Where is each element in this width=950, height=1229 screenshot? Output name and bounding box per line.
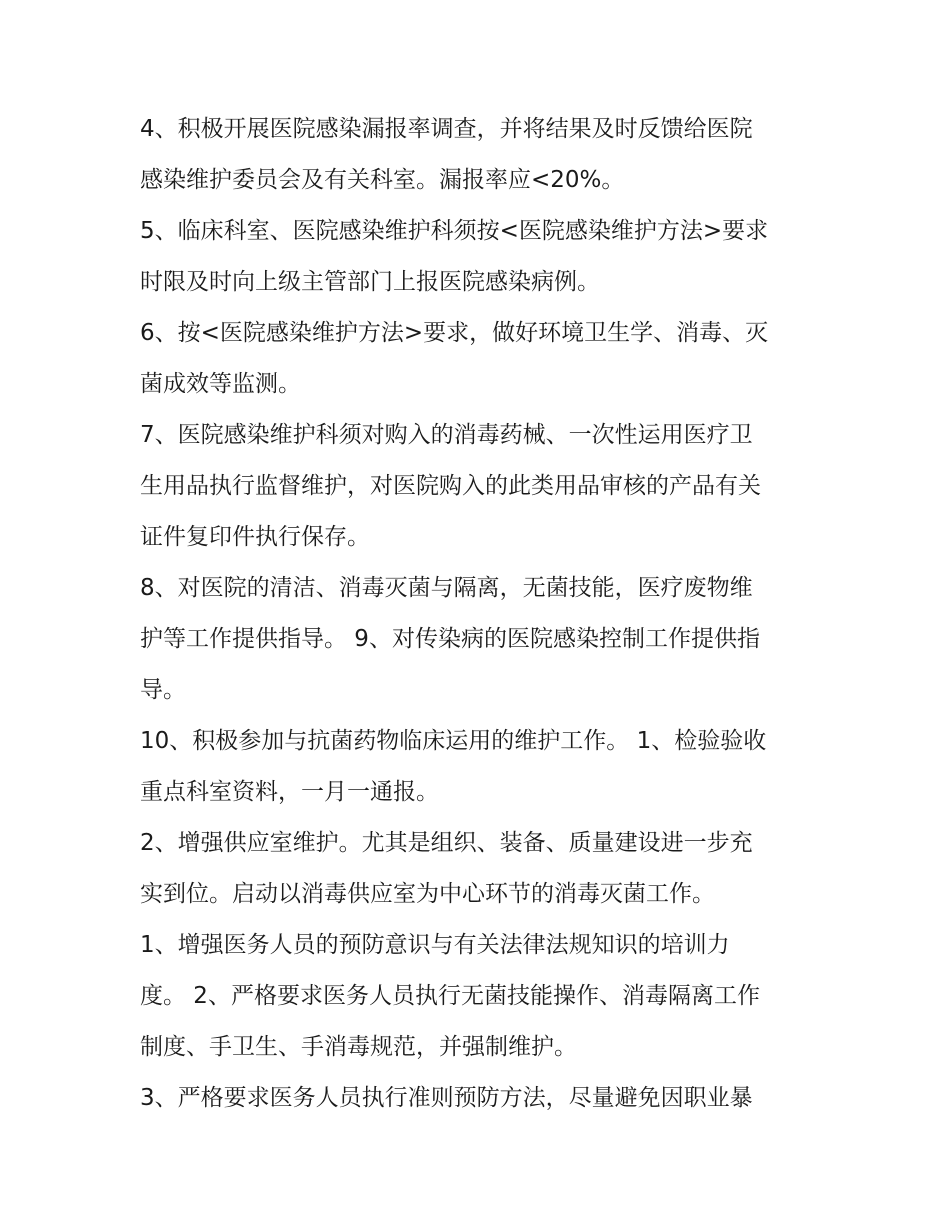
paragraph-item-7: 7、医院感染维护科须对购入的消毒药械、一次性运用医疗卫 生用品执行监督维护，对医院购入的此类用品审核的产品有关 证件复印件执行保存。 [140,422,761,550]
paragraph-item-10-1: 10、积极参加与抗菌药物临床运用的维护工作。 1、检验验收 重点科室资料，一月一通报。 [140,728,767,805]
document-page [140,104,840,1124]
paragraph-item-4: 4、积极开展医院感染漏报率调查，并将结果及时反馈给医院 感染维护委员会及有关科室。漏报率应<20%。 [140,116,753,193]
paragraph-item-8-9: 8、对医院的清洁、消毒灭菌与隔离，无菌技能，医疗废物维 护等工作提供指导。 9、对传染病的医院感染控制工作提供指 导。 [140,575,760,703]
paragraph-item-6: 6、按<医院感染维护方法>要求，做好环境卫生学、消毒、灭 菌成效等监测。 [140,320,769,397]
paragraph-item-5: 5、临床科室、医院感染维护科须按<医院感染维护方法>要求 时限及时向上级主管部门上报医院感染病例。 [140,218,769,295]
paragraph-item-3-prevention: 3、严格要求医务人员执行准则预防方法，尽量避免因职业暴 [140,1085,753,1111]
paragraph-item-2-supply-room: 2、增强供应室维护。尤其是组织、装备、质量建设进一步充 实到位。启动以消毒供应室为中心环节的消毒灭菌工作。 [140,830,753,907]
paragraph-item-1-2-training: 1、增强医务人员的预防意识与有关法律法规知识的培训力 度。 2、严格要求医务人员执行无菌技能操作、消毒隔离工作 制度、手卫生、手消毒规范，并强制维护。 [140,932,760,1060]
